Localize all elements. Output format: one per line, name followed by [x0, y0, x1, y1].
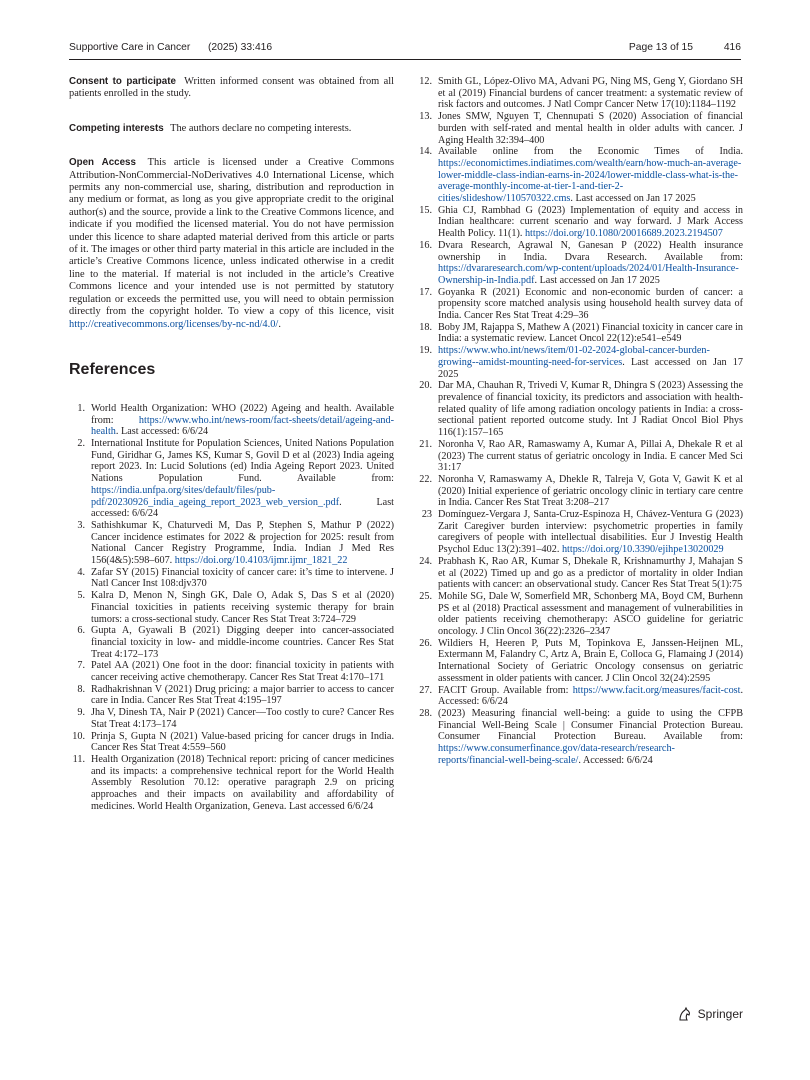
competing-heading: Competing interests	[69, 122, 164, 134]
reference-suffix: . Accessed: 6/6/24	[438, 684, 743, 708]
reference-number: 17.	[419, 286, 432, 298]
reference-link[interactable]: https://www.who.int/news/item/01-02-2024-global-cancer-burden-growing--amidst-mounting-need-for-services	[438, 345, 710, 368]
reference-number: 22.	[419, 473, 432, 485]
reference-text	[438, 345, 743, 380]
reference-text	[438, 439, 743, 474]
reference-body: Patel AA (2021) One foot in the door: financial toxicity in patients with cancer receiving active chemotherapy. Cancer Res Stat Treat 4:170–171	[91, 660, 394, 684]
references-heading: References	[69, 360, 156, 378]
reference-text	[438, 380, 743, 439]
journal-volume: (2025) 33:416	[208, 42, 273, 53]
reference-number: 25.	[419, 590, 432, 602]
reference-number: 12.	[419, 76, 432, 87]
reference-item	[417, 685, 743, 708]
reference-number: 2.	[77, 438, 85, 450]
open-access-heading: Open Access	[69, 157, 136, 169]
reference-item	[417, 240, 743, 287]
reference-item	[417, 322, 743, 345]
reference-item	[417, 287, 743, 322]
reference-item	[69, 754, 394, 813]
reference-number: 5.	[77, 590, 85, 602]
consent-text: Written informed consent was obtained from all patients enrolled in the study.	[69, 76, 394, 100]
reference-body: International Institute for Population Sciences, United Nations Population Fund, Giridhar G, James KS, Kumar S, Govil D et al (2023) India ageing report 2023. In: Lucid Solutions (ed) India Ageing Report 2023. United Nations Population Fund. Available from:	[91, 438, 394, 485]
reference-text	[438, 287, 743, 322]
reference-body: Health Organization (2018) Technical report: pricing of cancer medicines and its impacts: a comprehensive technical report for the World Health Assembly Resolution 70.12: operative paragraph 2.9 on pricing approaches and their impacts on availability and affordability of medicines. World Health Organization, Geneva. Last accessed 6/6/24	[91, 754, 394, 812]
reference-number: 10.	[72, 730, 85, 742]
reference-body: Kalra D, Menon N, Singh GK, Dale O, Adak S, Das S et al (2020) Financial toxicities in patients receiving systemic therapy for brain tumors: a cross-sectional study. Cancer Res Stat Treat 3:724–729	[91, 590, 394, 625]
reference-body: FACIT Group. Available from:	[438, 684, 573, 696]
reference-body: Smith GL, López-Olivo MA, Advani PG, Ning MS, Geng Y, Giordano SH et al (2019) Financial burdens of cancer treatment: a systematic review of risk factors and outcomes. J Natl Compr Cancer Netw 17(10):1184–1192	[438, 76, 743, 111]
reference-text	[91, 625, 394, 660]
reference-body: Prabhash K, Rao AR, Kumar S, Dhekale R, Krishnamurthy J, Mahajan S et al (2022) Timed up and go as a predictor of mortality in older Indian patients with cancer: an observational study. Cancer Res Stat Treat 5(1):75	[438, 555, 743, 591]
reference-number: 4.	[77, 566, 85, 578]
reference-number: 26.	[419, 637, 432, 649]
reference-number: 8.	[77, 683, 85, 695]
reference-item	[69, 684, 394, 707]
reference-text	[438, 685, 743, 708]
reference-body: Noronha V, Ramaswamy A, Dhekle R, Talreja V, Gota V, Gawit K et al (2020) Initial experience of geriatric oncology clinic in tertiary care centre in India. Cancer Res Stat Treat 3:208–217	[438, 473, 743, 509]
reference-item	[69, 660, 394, 683]
reference-item	[417, 146, 743, 205]
reference-link[interactable]: https://dvararesearch.com/wp-content/uploads/2024/01/Health-Insurance-Ownership-in-India.pdf	[438, 263, 739, 286]
reference-text	[91, 520, 394, 567]
consent-heading: Consent to participate	[69, 76, 176, 87]
reference-item	[417, 591, 743, 638]
reference-link[interactable]: https://doi.org/10.4103/ijmr.ijmr_1821_22	[174, 555, 348, 567]
reference-text	[438, 708, 743, 767]
reference-item	[417, 474, 743, 509]
reference-item	[69, 625, 394, 660]
reference-body: Available online from the Economic Times of India.	[438, 146, 743, 158]
reference-number: 21.	[419, 438, 432, 450]
reference-number: 20.	[419, 380, 432, 392]
reference-body: (2023) Measuring financial well-being: a guide to using the CFPB Financial Well-Being Scale | Consumer Financial Protection Bureau. Consumer Financial Protection Bureau. Available from:	[438, 707, 743, 743]
reference-item	[417, 205, 743, 240]
reference-text	[438, 322, 743, 345]
reference-number: 13.	[419, 111, 432, 123]
reference-number: 23	[421, 509, 432, 521]
reference-item	[69, 403, 394, 438]
reference-number: 6.	[77, 625, 85, 637]
reference-text	[91, 731, 394, 754]
reference-body: Prinja S, Gupta N (2021) Value-based pricing for cancer drugs in India. Cancer Res Stat Treat 4:559–560	[91, 730, 394, 754]
reference-body: Sathishkumar K, Chaturvedi M, Das P, Stephen S, Mathur P (2022) Cancer incidence estimates for 2022 & projection for 2025: result from National Cancer Registry Programme, India. Indian J Med Res 156(4&5):598–607.	[91, 519, 394, 567]
reference-link[interactable]: https://doi.org/10.1080/20016689.2023.2194507	[524, 228, 723, 240]
header-rule	[69, 59, 741, 60]
reference-body: Jha V, Dinesh TA, Nair P (2021) Cancer—Too costly to cure? Cancer Res Stat Treat 4:173–174	[91, 707, 394, 730]
reference-text	[438, 205, 743, 240]
reference-text	[438, 509, 743, 556]
reference-link[interactable]: https://india.unfpa.org/sites/default/files/pub-pdf/20230926_india_ageing_report_2023_web_version_.pdf	[91, 484, 340, 508]
reference-text	[438, 146, 743, 205]
reference-number: 9.	[77, 707, 85, 719]
open-access-text: This article is licensed under a Creative Commons Attribution-NonCommercial-NoDerivatives 4.0 International License, which permits any non-commercial use, sharing, distribution and reproduction in any medium or format, as long as you give appropriate credit to the original author(s) and the source, provide a link to the Creative Commons licence, and indicate if you modified the licensed material. You do not have permission under this licence to share adapted material derived from this article or parts of it. The images or other third party material in this article are included in the article’s Creative Commons licence, unless indicated otherwise in a credit line to the material. If material is not included in the article’s Creative Commons licence and your intended use is not permitted by statutory regulation or exceeds the permitted use, you will need to obtain permission directly from the copyright holder. To view a copy of this licence, visit	[69, 157, 395, 318]
competing-interests-section	[69, 123, 394, 135]
springer-horse-icon	[677, 1006, 693, 1022]
reference-body: Mohile SG, Dale W, Somerfield MR, Schonberg MA, Boyd CM, Burhenn PS et al (2018) Practical assessment and management of vulnerabilities in older patients receiving chemotherapy: ASCO guideline for geriatric oncology. J Clin Oncol 36(22):2326–2347	[438, 590, 743, 638]
reference-body: Wildiers H, Heeren P, Puts M, Topinkova E, Janssen-Heijnen ML, Extermann M, Falandry C, Artz A, Brain E, Colloca G, Flamaing J (2014) International Society of Geriatric Oncology consensus on geriatric assessment in older patients with cancer. J Clin Oncol 32(24):2595	[438, 637, 743, 684]
reference-item	[417, 556, 743, 591]
reference-number: 7.	[77, 660, 85, 672]
reference-body: Ghia CJ, Rambhad G (2023) Implementation of equity and access in Indian healthcare: current scenario and way forward. J Mark Access Health Policy. 11(1).	[438, 204, 743, 240]
competing-text: The authors declare no competing interests.	[170, 122, 352, 134]
reference-item	[417, 638, 743, 685]
reference-link[interactable]: https://www.facit.org/measures/facit-cost	[572, 684, 741, 696]
reference-body: Dvara Research, Agrawal N, Ganesan P (2022) Health insurance ownership in India. Dvara Research. Available from:	[438, 239, 743, 263]
reference-link[interactable]: https://www.consumerfinance.gov/data-research/research-reports/financial-well-being-scale/	[438, 743, 675, 766]
reference-text	[91, 590, 394, 625]
reference-text	[91, 707, 394, 730]
reference-body: Goyanka R (2021) Economic and non-economic burden of cancer: a propensity score matched analysis using household health survey data of India. Cancer Res Stat Treat 4:29–36	[438, 286, 743, 322]
reference-item	[417, 509, 743, 556]
reference-body: Noronha V, Rao AR, Ramaswamy A, Kumar A, Pillai A, Dhekale R et al (2023) The current status of geriatric oncology in India. E cancer Med Sci 31:17	[438, 438, 743, 474]
reference-text	[438, 638, 743, 685]
reference-body: Gupta A, Gyawali B (2021) Digging deeper into cancer-associated financial toxicity in low- and middle-income countries. Cancer Res Stat Treat 4:172–173	[91, 625, 394, 660]
reference-item	[69, 590, 394, 625]
reference-item	[69, 520, 394, 567]
reference-list-left	[69, 403, 394, 813]
reference-text	[91, 684, 394, 707]
reference-text	[438, 591, 743, 638]
reference-number: 27.	[419, 684, 432, 696]
reference-number: 1.	[77, 402, 85, 414]
reference-item	[69, 707, 394, 730]
reference-text	[438, 556, 743, 591]
reference-suffix: . Last accessed: 6/6/24	[91, 496, 394, 520]
reference-text	[91, 403, 394, 438]
reference-suffix: . Last accessed: 6/6/24	[115, 426, 209, 438]
reference-number: 3.	[77, 519, 85, 531]
running-header	[69, 38, 741, 60]
reference-body: Zafar SY (2015) Financial toxicity of cancer care: it’s time to intervene. J Natl Cancer Inst 108:djv370	[91, 566, 394, 590]
reference-item	[417, 708, 743, 767]
reference-list-right	[417, 76, 743, 766]
reference-number: 14.	[419, 146, 432, 158]
reference-number: 19.	[419, 345, 432, 357]
consent-section	[69, 76, 394, 101]
reference-link[interactable]: https://www.who.int/news-room/fact-sheets/detail/ageing-and-health	[91, 414, 394, 438]
reference-number: 18.	[419, 321, 432, 333]
reference-link[interactable]: https://doi.org/10.3390/ejihpe13020029	[561, 544, 724, 556]
open-access-end: .	[278, 318, 281, 330]
reference-item	[417, 76, 743, 111]
reference-body: World Health Organization: WHO (2022) Ageing and health. Available from:	[91, 402, 394, 426]
reference-text	[438, 111, 743, 146]
page-indicator: Page 13 of 15	[628, 42, 693, 53]
publisher-name: Springer	[697, 1007, 743, 1021]
reference-text	[91, 438, 394, 520]
reference-text	[91, 754, 394, 813]
reference-body: Radhakrishnan V (2021) Drug pricing: a major barrier to access to cancer care in India. Cancer Res Stat Treat 4:195–197	[91, 683, 394, 707]
reference-text	[438, 240, 743, 287]
reference-item	[417, 345, 743, 380]
reference-item	[69, 438, 394, 520]
publisher-footer	[677, 1004, 743, 1024]
reference-body: Domínguez-Vergara J, Santa-Cruz-Espinoza H, Chávez-Ventura G (2023) Zarit Caregiver burden interview: psychometric properties in family caregivers of people with intellectual disabilities. Eur J Investig Health Psychol Educ 13(2):391–402.	[438, 509, 743, 556]
article-number: 416	[723, 42, 741, 53]
reference-body: Jones SMW, Nguyen T, Chennupati S (2020) Association of financial burden with self-rated and mental health in older adults with cancer. J Aging Health 32:394–400	[438, 111, 743, 146]
reference-body: Dar MA, Chauhan R, Trivedi V, Kumar R, Dhingra S (2023) Assessing the prevalence of financial toxicity, its predictors and association with health- related quality of life among radiation oncology patients in India: a cross-sectional patient reported outcome study. Int J Radiat Oncol Biol Phys 116(1):157–165	[438, 380, 743, 439]
right-column	[417, 76, 743, 766]
reference-suffix: . Accessed: 6/6/24	[578, 754, 653, 766]
reference-item	[417, 439, 743, 474]
reference-item	[417, 111, 743, 146]
journal-name: Supportive Care in Cancer	[69, 42, 191, 53]
reference-number: 11.	[72, 754, 85, 765]
reference-item	[69, 731, 394, 754]
reference-item	[69, 567, 394, 590]
reference-item	[417, 380, 743, 439]
license-link[interactable]: http://creativecommons.org/licenses/by-nc-nd/4.0/	[69, 318, 279, 330]
reference-number: 28.	[419, 707, 432, 719]
open-access-section	[69, 157, 394, 331]
reference-suffix: . Last accessed on Jan 17 2025	[534, 274, 660, 286]
left-column	[69, 76, 394, 813]
reference-number: 16.	[419, 239, 432, 251]
reference-text	[438, 76, 743, 111]
reference-link[interactable]: https://economictimes.indiatimes.com/wealth/earn/how-much-an-average-lower-middle-class-indian-earns-in-2024/lower-middle-class-what-is-the-average-monthly-income-at-tier-1-and-tier-2-cities/slideshow/110570322.cms	[438, 157, 742, 205]
reference-number: 24.	[419, 555, 432, 567]
reference-suffix: . Last accessed on Jan 17 2025	[438, 356, 743, 380]
reference-suffix: . Last accessed on Jan 17 2025	[570, 193, 696, 205]
reference-number: 15.	[419, 204, 432, 216]
reference-text	[438, 474, 743, 509]
reference-text	[91, 660, 394, 683]
reference-text	[91, 567, 394, 590]
reference-body: Boby JM, Rajappa S, Mathew A (2021) Financial toxicity in cancer care in India: a systematic review. Lancet Oncol 22(12):e541–e549	[438, 321, 743, 345]
